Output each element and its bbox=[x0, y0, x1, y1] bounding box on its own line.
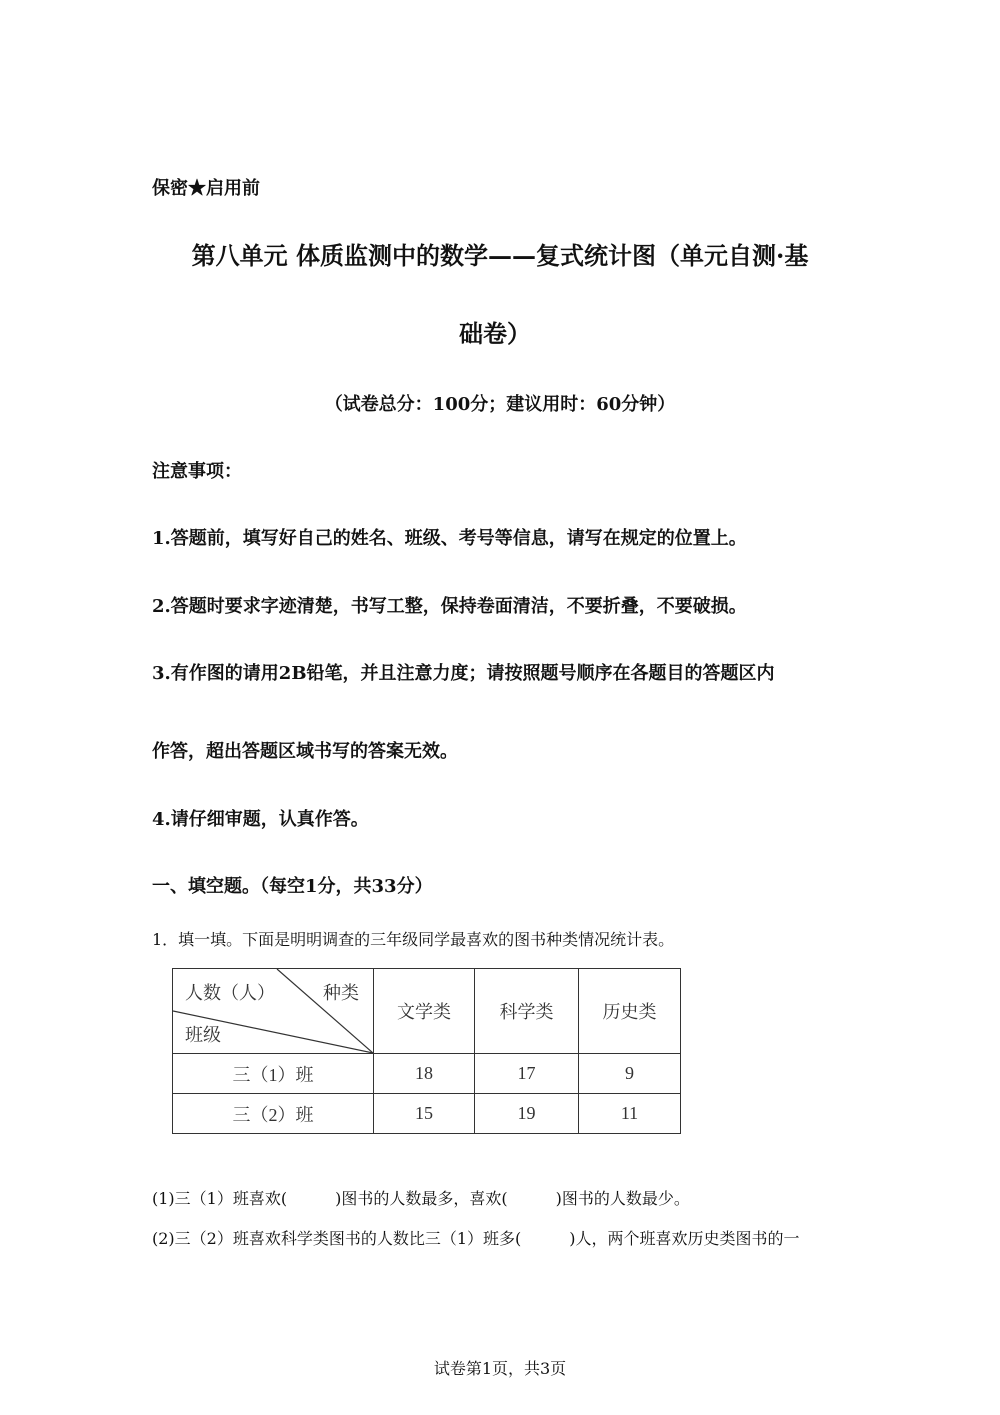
note-item-2: 2.答题时要求字迹清楚，书写工整，保持卷面清洁，不要折叠，不要破损。 bbox=[152, 596, 747, 617]
section-heading: 一、填空题。（每空1分，共33分） bbox=[152, 876, 433, 897]
column-header: 历史类 bbox=[579, 969, 681, 1054]
row-label: 三（2）班 bbox=[173, 1094, 374, 1134]
page-title-line2: 础卷） bbox=[459, 319, 531, 348]
note-item-3: 3.有作图的请用2B铅笔，并且注意力度；请按照题号顺序在各题目的答题区内 bbox=[152, 663, 775, 684]
question-1-part-2: (2)三（2）班喜欢科学类图书的人数比三（1）班多( )人，两个班喜欢历史类图书的一 bbox=[152, 1229, 800, 1248]
column-header: 文学类 bbox=[374, 969, 475, 1054]
note-item-4: 4.请仔细审题，认真作答。 bbox=[152, 809, 369, 830]
question-1-part-1: (1)三（1）班喜欢( )图书的人数最多，喜欢( )图书的人数最少。 bbox=[152, 1189, 690, 1208]
page-title-line1: 第八单元 体质监测中的数学——复式统计图（单元自测·基 bbox=[191, 241, 809, 270]
note-item-3-continued: 作答，超出答题区域书写的答案无效。 bbox=[152, 741, 458, 762]
corner-label-count: 人数（人） bbox=[185, 983, 275, 1003]
table-header-row bbox=[173, 969, 681, 1054]
question-1-stem: 1．填一填。下面是明明调查的三年级同学最喜欢的图书种类情况统计表。 bbox=[152, 930, 675, 949]
column-header: 科学类 bbox=[475, 969, 579, 1054]
table-cell: 17 bbox=[475, 1054, 579, 1094]
table-row bbox=[173, 1094, 681, 1134]
corner-label-class: 班级 bbox=[185, 1025, 221, 1045]
notes-heading: 注意事项： bbox=[152, 461, 242, 482]
exam-meta: （试卷总分：100分；建议用时：60分钟） bbox=[324, 394, 676, 415]
row-label: 三（1）班 bbox=[173, 1054, 374, 1094]
table-row bbox=[173, 1054, 681, 1094]
table-cell: 9 bbox=[579, 1054, 681, 1094]
table-cell: 15 bbox=[374, 1094, 475, 1134]
table-cell: 11 bbox=[579, 1094, 681, 1134]
table-cell: 18 bbox=[374, 1054, 475, 1094]
book-preference-table bbox=[172, 968, 681, 1134]
confidential-label: 保密★启用前 bbox=[152, 178, 260, 199]
corner-label-category: 种类 bbox=[323, 983, 359, 1003]
table-corner-cell bbox=[173, 969, 374, 1054]
page-footer: 试卷第1页，共3页 bbox=[433, 1359, 567, 1378]
table-cell: 19 bbox=[475, 1094, 579, 1134]
note-item-1: 1.答题前，填写好自己的姓名、班级、考号等信息，请写在规定的位置上。 bbox=[152, 528, 747, 549]
